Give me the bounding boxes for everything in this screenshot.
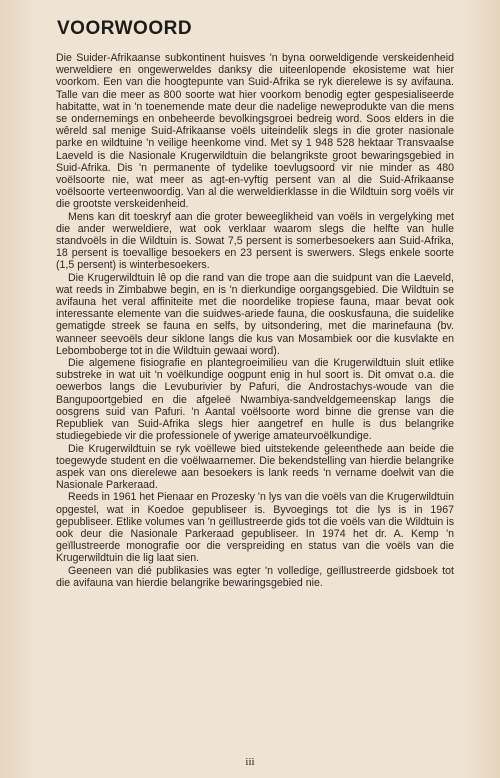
page-title: VOORWOORD bbox=[57, 18, 193, 39]
paragraph-7: Geeneen van dié publikasies was egter 'n volledige, geïllustreerde gidsboek tot die avifauna van hierdie belangrike bewaringsgebied nie. bbox=[56, 564, 454, 589]
paragraph-3: Die Krugerwildtuin lê op die rand van die trope aan die suidpunt van die Laeveld, wat reeds in Zimbabwe begin, en is 'n dierkundige oorgangsgebied. Die Wildtuin se avifauna het veral affiniteite met die noordelike tropiese fauna, maar bevat ook interessante elemente van die suidwes-ariede fauna, die ooskusfauna, die suidelike gematigde streek se fauna en selfs, by uitsondering, met die marinefauna (bv. wanneer seevoëls deur siklone langs die kus van Mosambiek oor die kusvlakte en Lebomboberge tot in die Wildtuin gewaai word). bbox=[56, 271, 454, 357]
paragraph-4: Die algemene fisiografie en plantegroeimilieu van die Krugerwildtuin sluit etlike substreke in wat uit 'n voëlkundige oogpunt enig in hul soort is. Dit omvat o.a. die oewerbos langs die Levuburivier by Pafuri, die Androstachys-woude van die Bangupoortgebied en die afgeleë Nwambiya-sandveldgemeenskap langs die oosgrens suid van Pafuri. 'n Aantal voëlsoorte word binne die grense van die Republiek van Suid-Afrika slegs hier aangetref en hulle is dus belangrike studiegebiede vir die professionele of ywerige amateurvoëlkundige. bbox=[56, 357, 454, 443]
paragraph-6: Reeds in 1961 het Pienaar en Prozesky 'n lys van die voëls van die Krugerwildtuin opgestel, wat in Koedoe gepubliseer is. Byvoegings tot die lys is in 1967 gepubliseer. Etlike volumes van 'n geïllustreerde gids tot die voëls van die Wildtuin is ook deur die Nasionale Parkeraad gepubliseer. In 1974 het dr. A. Kemp 'n geïllustreerde monografie oor die verspreiding en status van die voëls van die Krugerwildtuin die lig laat sien. bbox=[56, 491, 454, 565]
page-number: iii bbox=[245, 756, 255, 768]
paragraph-5: Die Krugerwildtuin se ryk voëllewe bied uitstekende geleenthede aan beide die toegewyde student en die voëlwaarnemer. Die bekendstelling van hierdie belangrike aspek van ons dierelewe aan besoekers is lank reeds 'n vername doelwit van die Nasionale Parkeraad. bbox=[56, 442, 454, 492]
foreword-body bbox=[56, 52, 454, 589]
paragraph-1: Die Suider-Afrikaanse subkontinent huisves 'n byna oorweldigende verskeidenheid werweldiere en ongewerweldes danksy die uiteenlopende ekosisteme wat hier voorkom. Een van die hoogtepunte van Suid-Afrika se ryk dierelewe is sy avifauna. Talle van die meer as 800 soorte wat hier voorkom benodig egter gespesialiseerde habitatte, wat in 'n toenemende mate deur die nadelige neweprodukte van die mens se ondernemings en onbeheerde bevolkingsgroei bedreig word. Soos elders in die wêreld sal menige Suid-Afrikaanse voëls uiteindelik slegs in die groter nasionale parke en wildtuine 'n veilige heenkome vind. Met sy 1 948 528 hektaar Transvaalse Laeveld is die Nasionale Krugerwildtuin die belangrikste groot bewaringsgebied in Suid-Afrika. Dis 'n permanente of tydelike toevlugsoord vir nie minder as 480 voëlsoorte nie, wat meer as agt-en-vyftig persent van al die Suid-Afrikaanse voëlsoorte verteenwoordig. Van al die werweldierklasse in die Wildtuin sorg voëls vir die grootste verskeidenheid. bbox=[56, 52, 454, 211]
paragraph-2: Mens kan dit toeskryf aan die groter beweeglikheid van voëls in vergelyking met die ander werweldiere, wat ook verklaar waarom slegs die helfte van hulle standvoëls in die Wildtuin is. Sowat 7,5 persent is somerbesoekers aan Suid-Afrika, 18 persent is toevallige besoekers en 23 persent is swerwers. Slegs enkele soorte (1,5 persent) is winterbesoekers. bbox=[56, 210, 454, 272]
